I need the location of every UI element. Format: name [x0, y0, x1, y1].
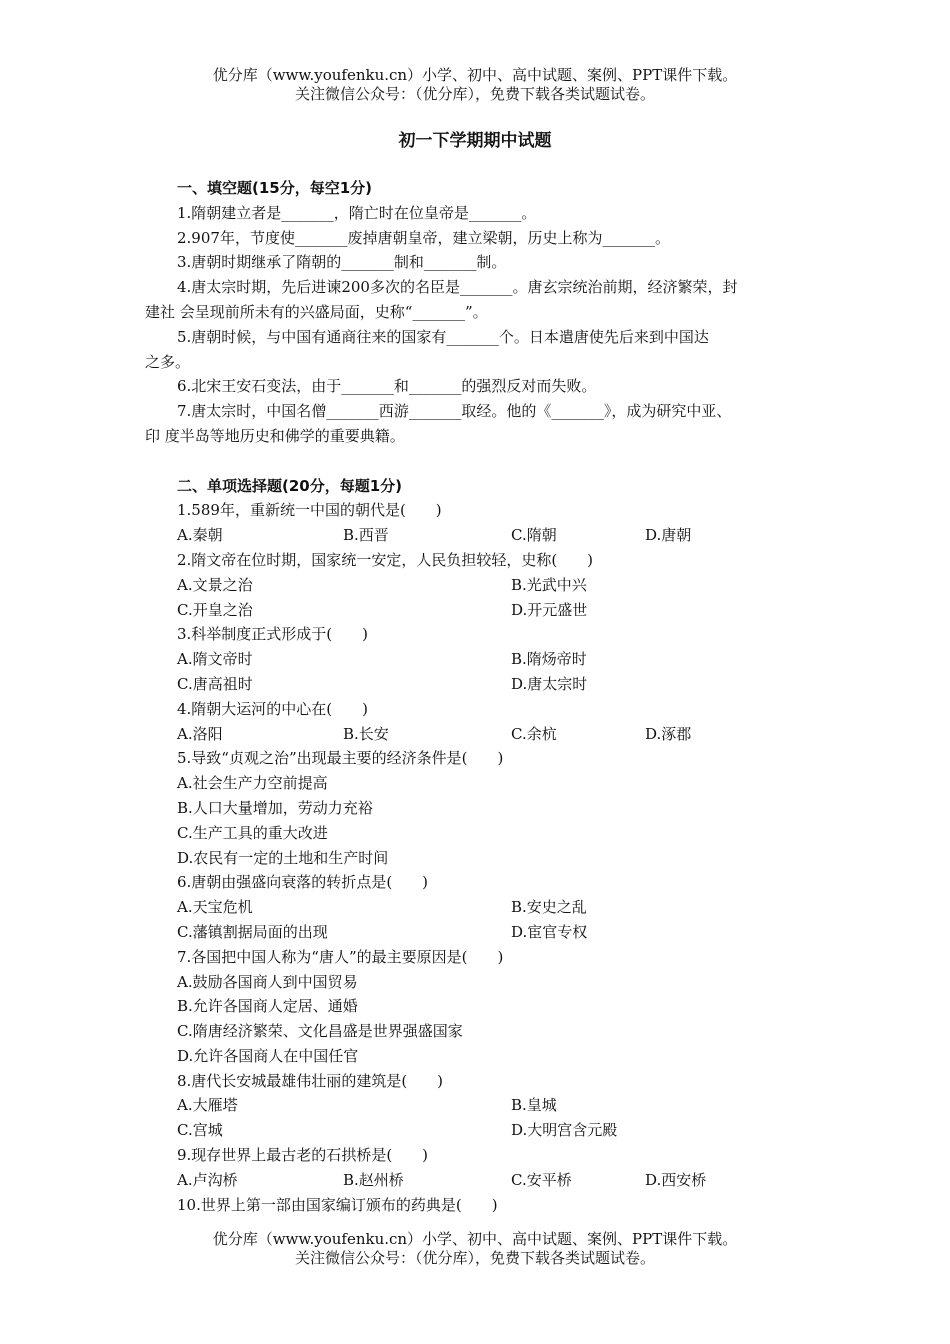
page-header [0, 66, 950, 104]
option-a: A.文景之治 [177, 575, 253, 594]
choice-q3-options-row2 [145, 672, 810, 697]
option-a: A.鼓励各国商人到中国贸易 [177, 972, 358, 991]
option-b: B.人口大量增加，劳动力充裕 [177, 798, 373, 817]
option-a: A.洛阳 [177, 724, 223, 743]
choice-q6-options-row2 [145, 920, 810, 945]
footer-line-1: 优分库（www.youfenku.cn）小学、初中、高中试题、案例、PPT课件下载。 [212, 1230, 738, 1248]
fill-question-6: 6.北宋王安石变法，由于_______和_______的强烈反对而失败。 [177, 377, 597, 396]
option-a: A.秦朝 [177, 526, 223, 545]
fill-question-7-cont: 印 度半岛等地历史和佛学的重要典籍。 [145, 426, 405, 445]
option-c: C.安平桥 [511, 1170, 572, 1189]
choice-question-9: 9.现存世界上最古老的石拱桥是( ) [177, 1146, 429, 1165]
choice-question-1: 1.589年，重新统一中国的朝代是( ) [177, 501, 442, 520]
section-gap [145, 449, 810, 474]
footer-line-2: 关注微信公众号：（优分库），免费下载各类试题试卷。 [294, 1249, 655, 1267]
option-a: A.社会生产力空前提高 [177, 774, 328, 793]
option-d: D.唐太宗时 [511, 674, 588, 693]
choice-question-7: 7.各国把中国人称为“唐人”的最主要原因是( ) [177, 947, 504, 966]
fill-question-3: 3.唐朝时期继承了隋朝的_______制和_______制。 [177, 253, 507, 272]
fill-question-4: 4.唐太宗时期，先后进谏200多次的名臣是_______。唐玄宗统治前期，经济繁荣，封 [177, 278, 738, 297]
choice-question-2: 2.隋文帝在位时期，国家统一安定，人民负担较轻，史称( ) [177, 550, 594, 569]
choice-question-8: 8.唐代长安城最雄伟壮丽的建筑是( ) [177, 1071, 444, 1090]
option-c: C.宫城 [177, 1121, 223, 1140]
option-c: C.藩镇割据局面的出现 [177, 922, 328, 941]
fill-question-4-cont: 建社 会呈现前所未有的兴盛局面，史称“_______”。 [145, 302, 488, 321]
header-line-1: 优分库（www.youfenku.cn）小学、初中、高中试题、案例、PPT课件下载。 [212, 66, 738, 84]
choice-q3-options-row1 [145, 647, 810, 672]
option-d: D.涿郡 [645, 724, 692, 743]
choice-question-10: 10.世界上第一部由国家编订颁布的药典是( ) [177, 1195, 498, 1214]
choice-q6-options-row1 [145, 895, 810, 920]
option-d: D.允许各国商人在中国任官 [177, 1046, 359, 1065]
option-c: C.生产工具的重大改进 [177, 823, 328, 842]
fill-question-1: 1.隋朝建立者是_______，隋亡时在位皇帝是_______。 [177, 203, 537, 222]
exam-content [145, 176, 810, 1217]
option-d: D.大明宫含元殿 [511, 1121, 618, 1140]
fill-question-5-cont: 之多。 [145, 352, 191, 371]
choice-question-3: 3.科举制度正式形成于( ) [177, 625, 369, 644]
option-d: D.开元盛世 [511, 600, 588, 619]
option-c: C.唐高祖时 [177, 674, 253, 693]
option-b: B.光武中兴 [511, 575, 587, 594]
choice-q8-options-row2 [145, 1118, 810, 1143]
fill-question-2: 2.907年，节度使_______废掉唐朝皇帝，建立梁朝，历史上称为_______。 [177, 228, 670, 247]
choice-question-5: 5.导致“贞观之治”出现最主要的经济条件是( ) [177, 749, 504, 768]
option-b: B.允许各国商人定居、通婚 [177, 997, 358, 1016]
option-d: D.西安桥 [645, 1170, 707, 1189]
choice-q8-options-row1 [145, 1093, 810, 1118]
page-title: 初一下学期期中试题 [398, 131, 552, 151]
choice-q2-options-row1 [145, 573, 810, 598]
option-d: D.农民有一定的土地和生产时间 [177, 848, 389, 867]
option-b: B.西晋 [343, 526, 389, 545]
option-b: B.赵州桥 [343, 1170, 404, 1189]
fill-question-7: 7.唐太宗时，中国名僧_______西游_______取经。他的《_______》，成为研究中亚、 [177, 402, 732, 421]
option-b: B.隋炀帝时 [511, 650, 587, 669]
fill-question-5: 5.唐朝时候，与中国有通商往来的国家有_______个。日本遣唐使先后来到中国达 [177, 327, 709, 346]
choice-q9-options [145, 1168, 810, 1193]
option-a: A.隋文帝时 [177, 650, 253, 669]
option-c: C.开皇之治 [177, 600, 253, 619]
choice-q4-options [145, 722, 810, 747]
option-d: D.宦官专权 [511, 922, 588, 941]
section-1-heading: 一、填空题(15分，每空1分) [177, 179, 373, 197]
choice-question-4: 4.隋朝大运河的中心在( ) [177, 699, 369, 718]
option-c: C.余杭 [511, 724, 557, 743]
choice-q1-options [145, 523, 810, 548]
option-a: A.卢沟桥 [177, 1170, 238, 1189]
option-a: A.大雁塔 [177, 1096, 238, 1115]
option-a: A.天宝危机 [177, 898, 253, 917]
choice-question-6: 6.唐朝由强盛向衰落的转折点是( ) [177, 873, 429, 892]
option-c: C.隋唐经济繁荣、文化昌盛是世界强盛国家 [177, 1022, 463, 1041]
option-d: D.唐朝 [645, 526, 692, 545]
header-line-2: 关注微信公众号：（优分库），免费下载各类试题试卷。 [294, 85, 655, 103]
option-b: B.皇城 [511, 1096, 557, 1115]
page-footer [0, 1230, 950, 1268]
choice-q2-options-row2 [145, 598, 810, 623]
option-b: B.安史之乱 [511, 898, 587, 917]
option-c: C.隋朝 [511, 526, 557, 545]
option-b: B.长安 [343, 724, 389, 743]
section-2-heading: 二、单项选择题(20分，每题1分) [177, 476, 403, 495]
